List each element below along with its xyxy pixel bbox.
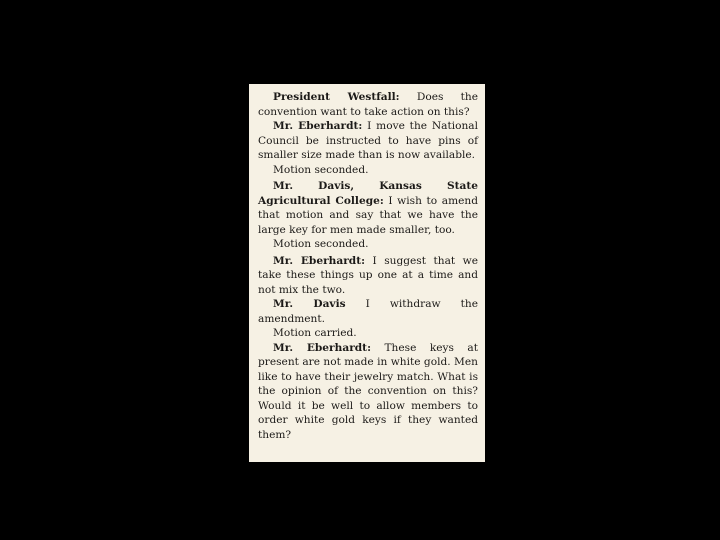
- minutes-text: [258, 90, 478, 442]
- speaker-name: Mr. Eberhardt:: [273, 254, 366, 267]
- paragraph-4: [258, 179, 478, 237]
- paragraph-text: Does the convention want to take action on this?: [258, 91, 478, 118]
- paragraph-text: I withdraw the amendment.: [258, 298, 478, 325]
- speaker-name: Mr. Davis, Kansas State Agricultural College:: [258, 180, 478, 207]
- paragraph-6: [258, 254, 478, 298]
- paragraph-text: Motion carried.: [273, 327, 357, 339]
- paragraph-1: [258, 90, 478, 119]
- paragraph-7: [258, 297, 478, 326]
- paragraph-3: [258, 163, 478, 178]
- paragraph-text: I move the National Council be instructed to have pins of smaller size made than is now available.: [258, 120, 478, 161]
- paragraph-text: I suggest that we take these things up one at a time and not mix the two.: [258, 254, 478, 296]
- paragraph-9: [258, 341, 478, 443]
- speaker-name: Mr. Davis: [273, 298, 346, 310]
- paragraph-text: Motion seconded.: [273, 238, 369, 250]
- paragraph-5: [258, 237, 478, 252]
- paragraph-8: [258, 326, 478, 341]
- paragraph-2: [258, 119, 478, 163]
- speaker-name: Mr. Eberhardt:: [273, 341, 371, 354]
- document-page: [249, 84, 485, 462]
- speaker-name: President Westfall:: [273, 91, 400, 103]
- speaker-name: Mr. Eberhardt:: [273, 120, 363, 132]
- paragraph-text: Motion seconded.: [273, 163, 369, 176]
- paragraph-text: I wish to amend that motion and say that we have the large key for men made smaller, too.: [258, 194, 478, 236]
- paragraph-text: These keys at present are not made in white gold. Men like to have their jewelry match. What is the opinion of the convention on this? Would it be well to allow members to order white gold keys if they wanted them?: [258, 341, 479, 441]
